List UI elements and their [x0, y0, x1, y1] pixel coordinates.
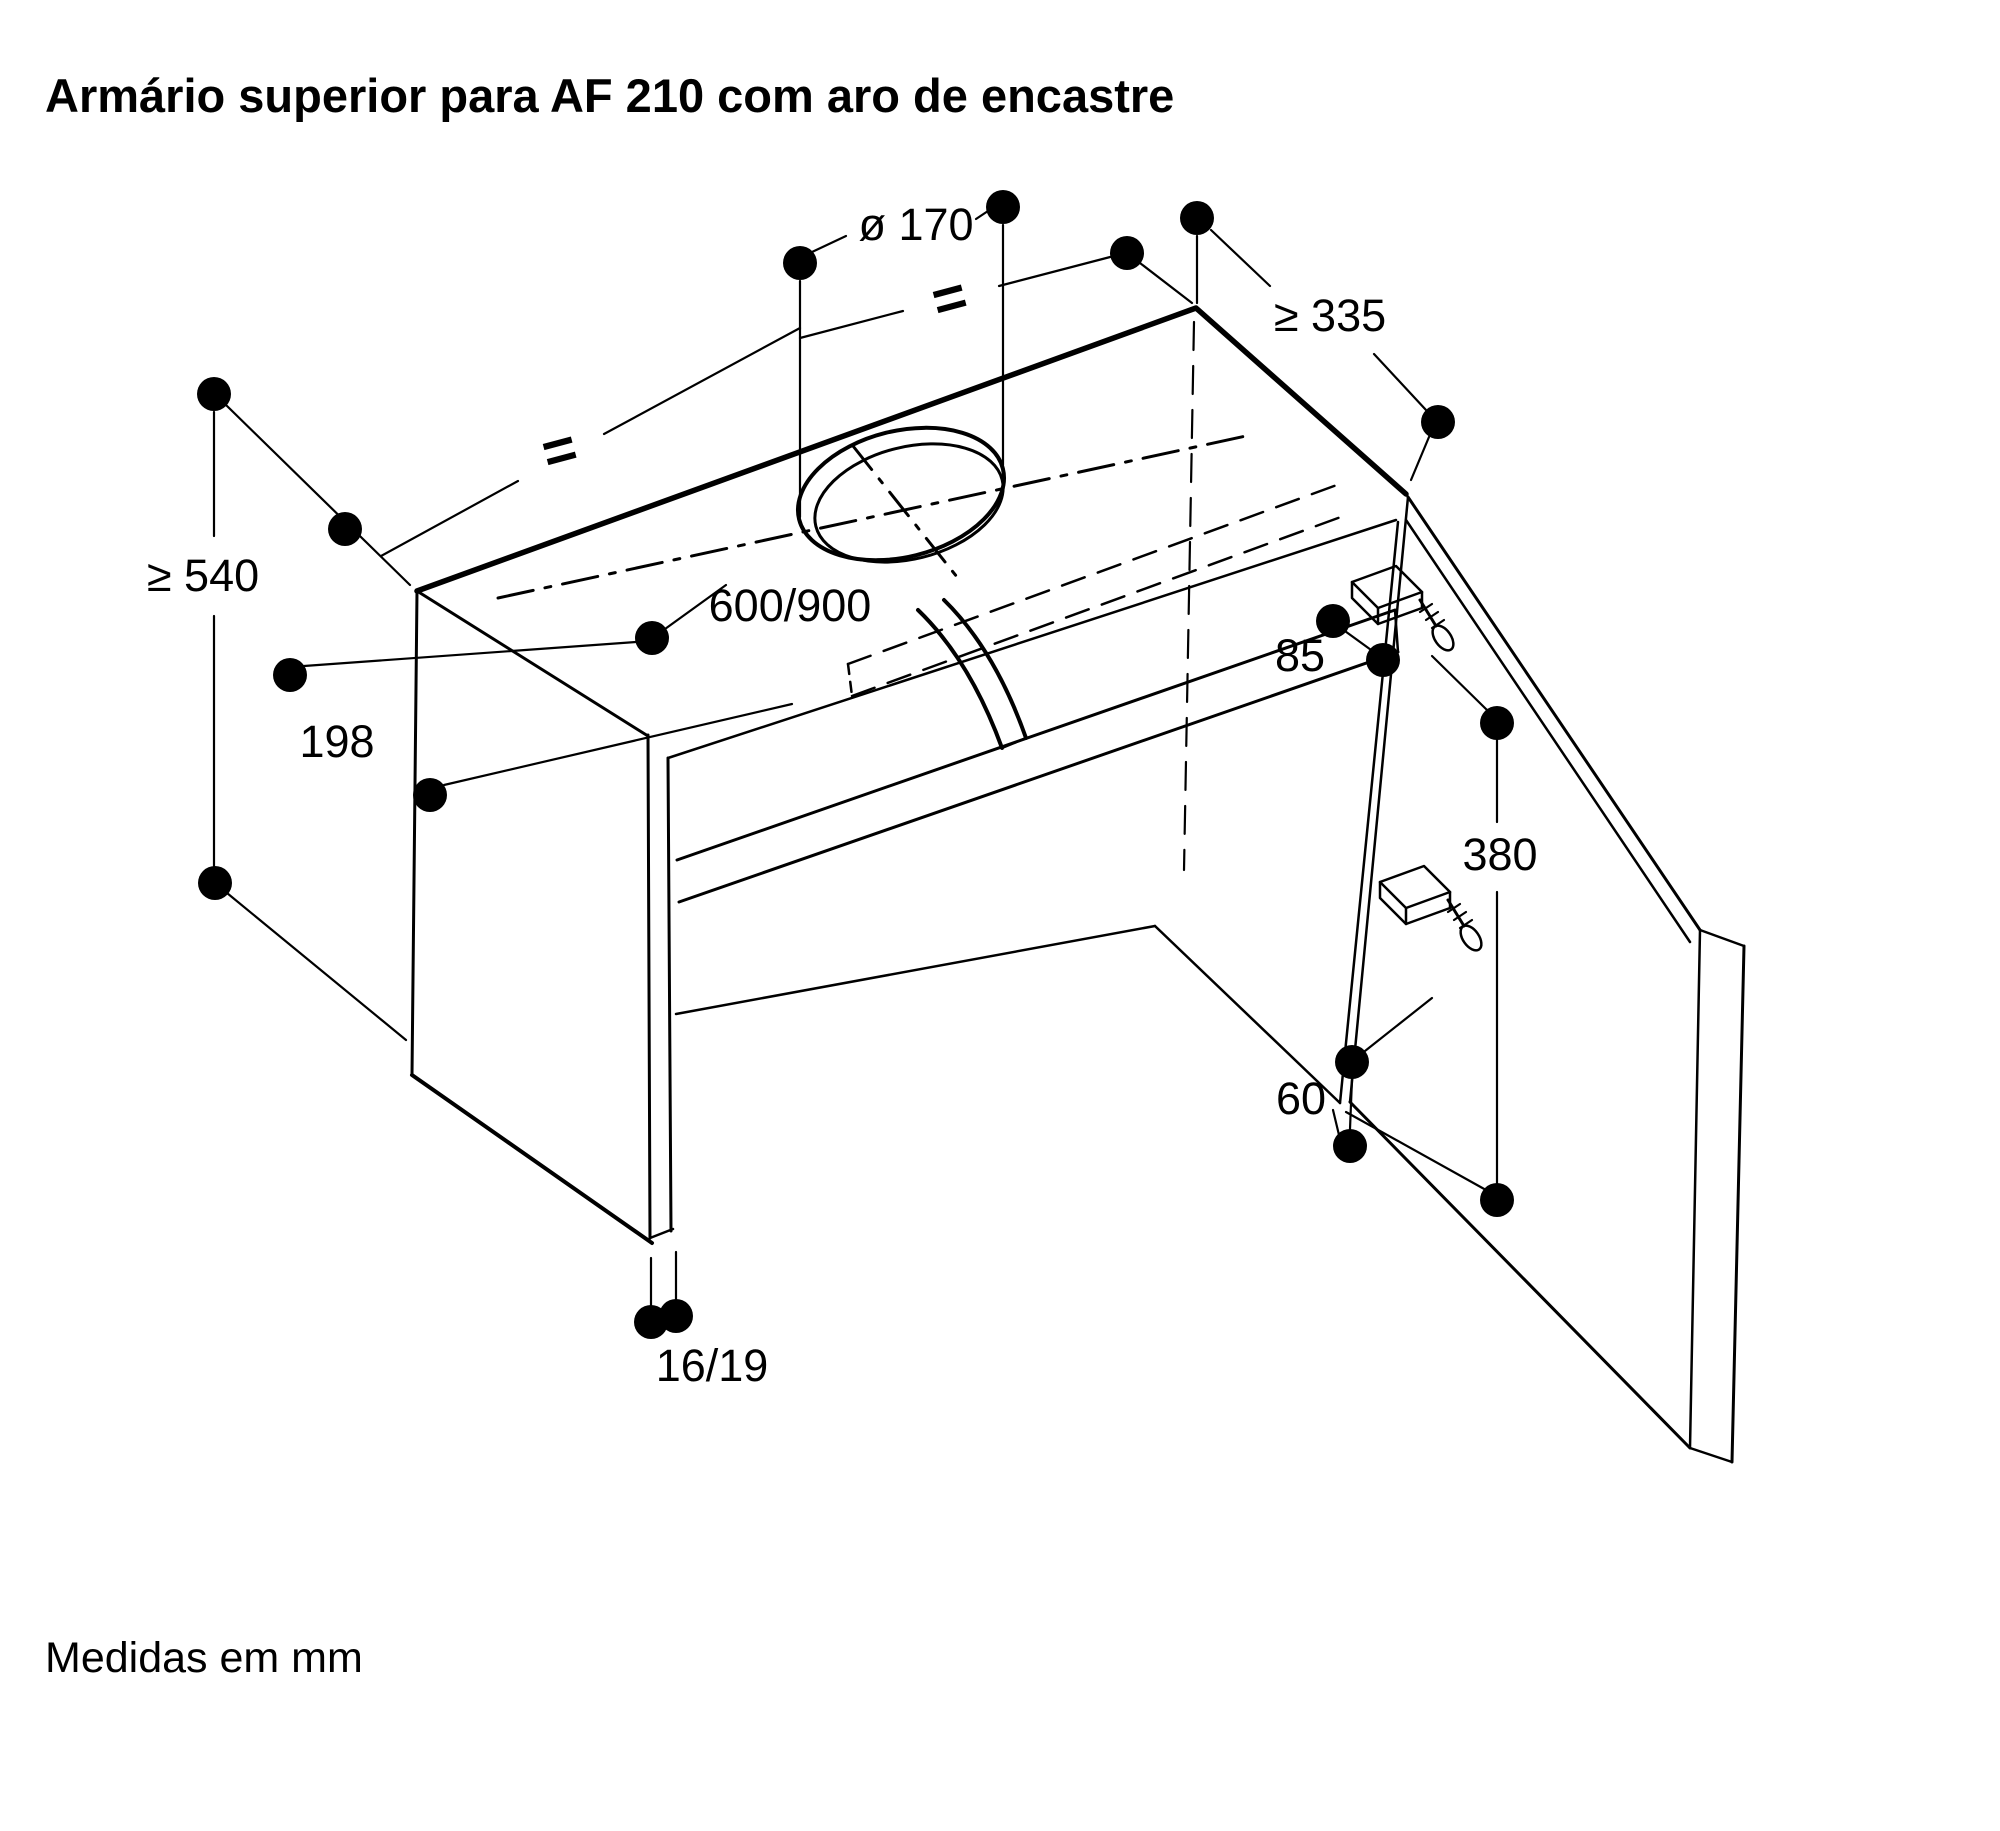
dim-panel-thickness — [634, 1252, 768, 1391]
cabinet-door-open — [1350, 497, 1744, 1462]
dim-hole-depth — [273, 642, 792, 812]
dim-min-height — [147, 377, 410, 1040]
dim-label-hinge-top-offset: 85 — [1274, 630, 1326, 681]
equal-mark-right: = — [924, 262, 975, 335]
dim-dot — [1335, 1045, 1369, 1079]
equal-mark-left: = — [534, 414, 585, 487]
dim-dot — [659, 1299, 693, 1333]
dim-label-side-clearance: ≥ 335 — [1273, 290, 1387, 341]
dim-label-hinge-bottom-offset: 60 — [1275, 1073, 1327, 1124]
dim-side-clearance — [1180, 201, 1455, 870]
dim-dot — [635, 621, 669, 655]
dim-dot — [273, 658, 307, 692]
dim-label-min-height: ≥ 540 — [146, 550, 260, 601]
dim-dot — [1333, 1129, 1367, 1163]
dim-label-panel-thickness: 16/19 — [655, 1340, 769, 1391]
units-note: Medidas em mm — [45, 1634, 363, 1682]
cabinet-left-panel — [412, 591, 673, 1243]
hole-centerline — [498, 436, 1246, 598]
hinge-lower-screw — [1448, 900, 1486, 954]
dim-cabinet-width — [635, 580, 871, 655]
hinge-upper — [1352, 566, 1458, 654]
cabinet-interior — [668, 482, 1398, 1103]
dim-label-hole-diameter: ø 170 — [858, 199, 974, 250]
dim-dot — [986, 190, 1020, 224]
dim-dot — [197, 377, 231, 411]
dim-equal-spacing — [381, 236, 1192, 556]
dim-label-cabinet-width: 600/900 — [708, 580, 872, 631]
dim-dot — [1366, 643, 1400, 677]
hinge-upper-screw — [1420, 600, 1458, 654]
dim-dot — [783, 246, 817, 280]
dim-hinge-bottom-offset — [1276, 998, 1432, 1163]
dim-label-hole-depth: 198 — [299, 716, 375, 767]
dim-dot — [1480, 1183, 1514, 1217]
dim-hinge-spacing — [1346, 656, 1538, 1217]
page-title: Armário superior para AF 210 com aro de encastre — [45, 69, 1175, 122]
dim-dot — [1180, 201, 1214, 235]
recess-frame-deflector — [918, 600, 1026, 748]
dim-dot — [198, 866, 232, 900]
dim-dot — [328, 512, 362, 546]
dim-dot — [1421, 405, 1455, 439]
hidden-back-rail — [848, 482, 1349, 696]
dim-dot — [1480, 706, 1514, 740]
cabinet-top-panel — [417, 308, 1406, 736]
dim-label-hinge-spacing: 380 — [1462, 829, 1538, 880]
dim-dot — [413, 778, 447, 812]
